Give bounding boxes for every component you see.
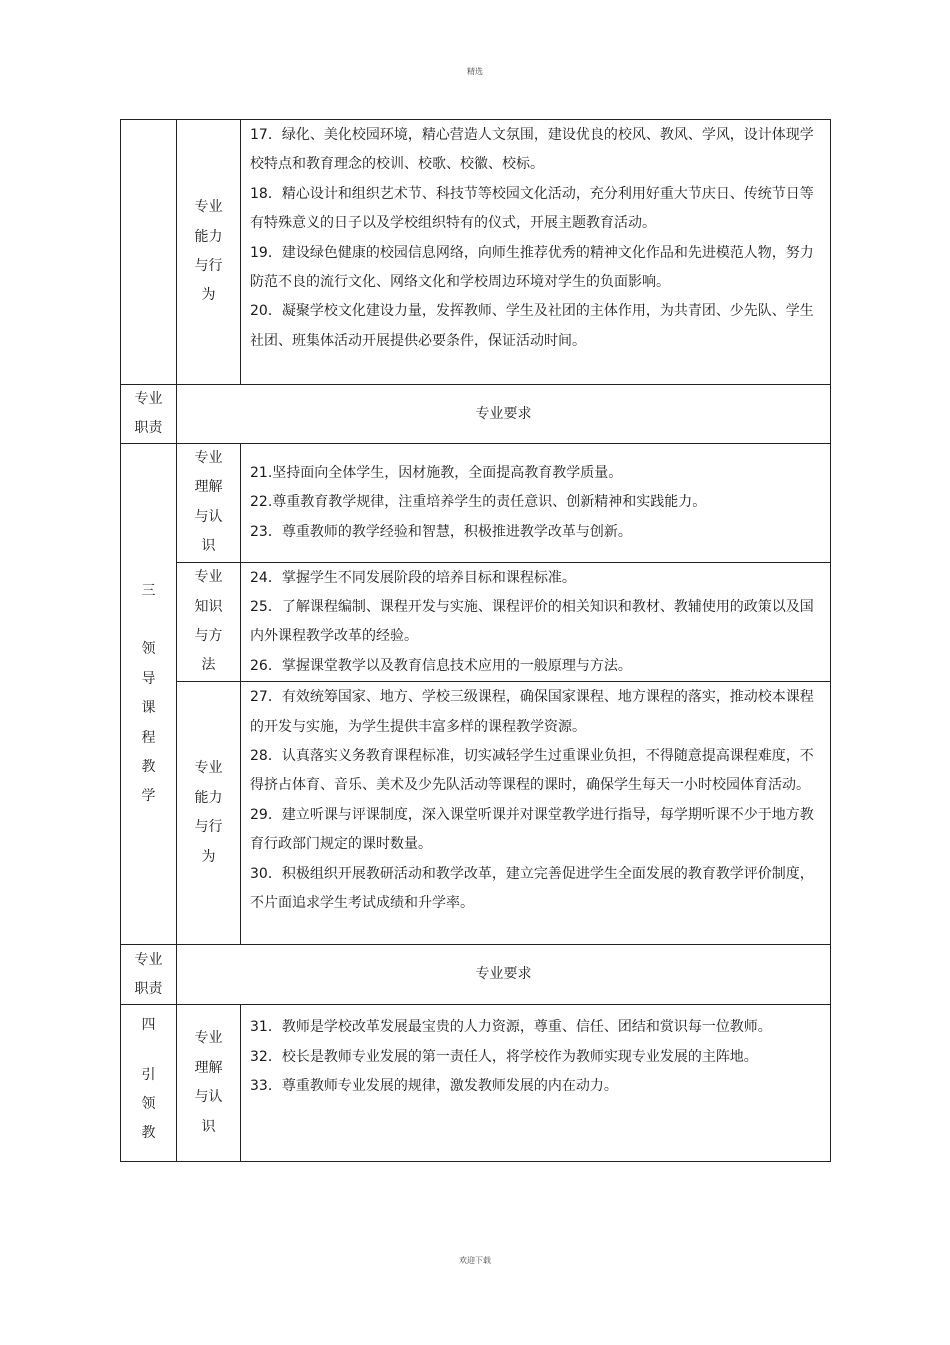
requirement-item: 21.坚持面向全体学生，因材施教，全面提高教育教学质量。 <box>250 465 623 481</box>
header-requirement-label: 专业要求 <box>475 966 532 983</box>
standards-table <box>120 119 831 1162</box>
sub-category-label: 专业 理解 与认 识 <box>194 450 223 555</box>
requirements-cell <box>241 120 831 385</box>
header-duty-cell <box>121 945 177 1005</box>
table-row <box>121 1005 831 1162</box>
table-header-row <box>121 385 831 444</box>
requirement-item: 25．了解课程编制、课程开发与实施、课程评价的相关知识和教材、教辅使用的政策以及国内外课程教学改革的经验。 <box>250 599 814 645</box>
page-footer: 欢迎下载 <box>459 1256 491 1265</box>
sub-category-label: 专业 能力 与行 为 <box>194 199 223 304</box>
role-char: 引 <box>141 1066 156 1083</box>
header-requirement-label: 专业要求 <box>475 405 532 422</box>
role-char: 教 <box>141 1125 156 1142</box>
requirement-item: 28．认真落实义务教育课程标准，切实减轻学生过重课业负担，不得随意提高课程难度，不得挤占体育、音乐、美术及少先队活动等课程的课时，确保学生每天一小时校园体育活动。 <box>250 748 814 794</box>
requirement-item: 31．教师是学校改革发展最宝贵的人力资源，尊重、信任、团结和赏识每一位教师。 <box>250 1019 772 1036</box>
role-char: 三 <box>141 582 156 599</box>
requirement-item: 29．建立听课与评课制度，深入课堂听课并对课堂教学进行指导，每学期听课不少于地方教育行政部门规定的课时数量。 <box>250 806 814 853</box>
requirements-cell <box>241 1005 831 1162</box>
header-duty-cell <box>121 385 177 444</box>
table-header-row <box>121 945 831 1005</box>
header-duty-label: 专业 职责 <box>134 951 163 997</box>
sub-category-cell <box>177 120 241 385</box>
requirement-item: 22.尊重教育教学规律，注重培养学生的责任意识、创新精神和实践能力。 <box>250 494 707 511</box>
requirement-item: 23．尊重教师的教学经验和智慧，积极推进教学改革与创新。 <box>250 523 632 540</box>
requirement-item: 32．校长是教师专业发展的第一责任人，将学校作为教师实现专业发展的主阵地。 <box>250 1048 758 1065</box>
sub-category-label: 专业 能力 与行 为 <box>194 760 223 865</box>
role-char: 课 <box>141 700 156 717</box>
requirement-item: 26．掌握课堂教学以及教育信息技术应用的一般原理与方法。 <box>250 657 632 674</box>
requirement-item: 20．凝聚学校文化建设力量，发挥教师、学生及社团的主体作用，为共青团、少先队、学生社团、班集体活动开展提供必要条件，保证活动时间。 <box>250 303 814 349</box>
page-header: 精选 <box>467 67 483 76</box>
table-row <box>121 562 831 682</box>
header-requirement-cell <box>177 385 831 444</box>
role-char: 领 <box>141 641 156 658</box>
requirements-cell <box>241 444 831 563</box>
requirement-item: 27．有效统筹国家、地方、学校三级课程，确保国家课程、地方课程的落实，推动校本课程的开发与实施，为学生提供丰富多样的课程教学资源。 <box>250 689 814 735</box>
requirement-item: 19．建设绿色健康的校园信息网络，向师生推荐优秀的精神文化作品和先进模范人物，努力防范不良的流行文化、网络文化和学校周边环境对学生的负面影响。 <box>250 244 814 291</box>
sub-category-cell <box>177 682 241 945</box>
role-char: 学 <box>141 788 156 805</box>
header-duty-label: 专业 职责 <box>134 391 163 436</box>
requirements-cell <box>241 682 831 945</box>
requirement-item: 24．掌握学生不同发展阶段的培养目标和课程标准。 <box>250 569 576 586</box>
role-char: 教 <box>141 758 156 775</box>
table-row <box>121 682 831 945</box>
table-row <box>121 120 831 385</box>
requirements-cell <box>241 562 831 682</box>
role-cell-empty <box>121 120 177 385</box>
sub-category-cell <box>177 444 241 563</box>
sub-category-cell <box>177 562 241 682</box>
role-cell-leading-curriculum <box>121 444 177 945</box>
sub-category-cell <box>177 1005 241 1162</box>
role-char: 四 <box>141 1017 156 1034</box>
table-row <box>121 444 831 563</box>
sub-category-label: 专业 知识 与方 法 <box>194 569 223 674</box>
role-char: 导 <box>141 670 156 687</box>
requirement-item: 18．精心设计和组织艺术节、科技节等校园文化活动，充分利用好重大节庆日、传统节日等有特殊意义的日子以及学校组织特有的仪式，开展主题教育活动。 <box>250 185 814 232</box>
header-requirement-cell <box>177 945 831 1005</box>
role-cell-leading-teachers <box>121 1005 177 1162</box>
requirement-item: 17．绿化、美化校园环境，精心营造人文氛围，建设优良的校风、教风、学风，设计体现学校特点和教育理念的校训、校歌、校徽、校标。 <box>250 127 814 173</box>
sub-category-label: 专业 理解 与认 识 <box>194 1030 223 1135</box>
requirement-item: 30．积极组织开展教研活动和教学改革，建立完善促进学生全面发展的教育教学评价制度，不片面追求学生考试成绩和升学率。 <box>250 865 814 912</box>
requirement-item: 33．尊重教师专业发展的规律，激发教师发展的内在动力。 <box>250 1078 618 1095</box>
role-char: 程 <box>141 729 156 746</box>
role-char: 领 <box>141 1096 156 1113</box>
